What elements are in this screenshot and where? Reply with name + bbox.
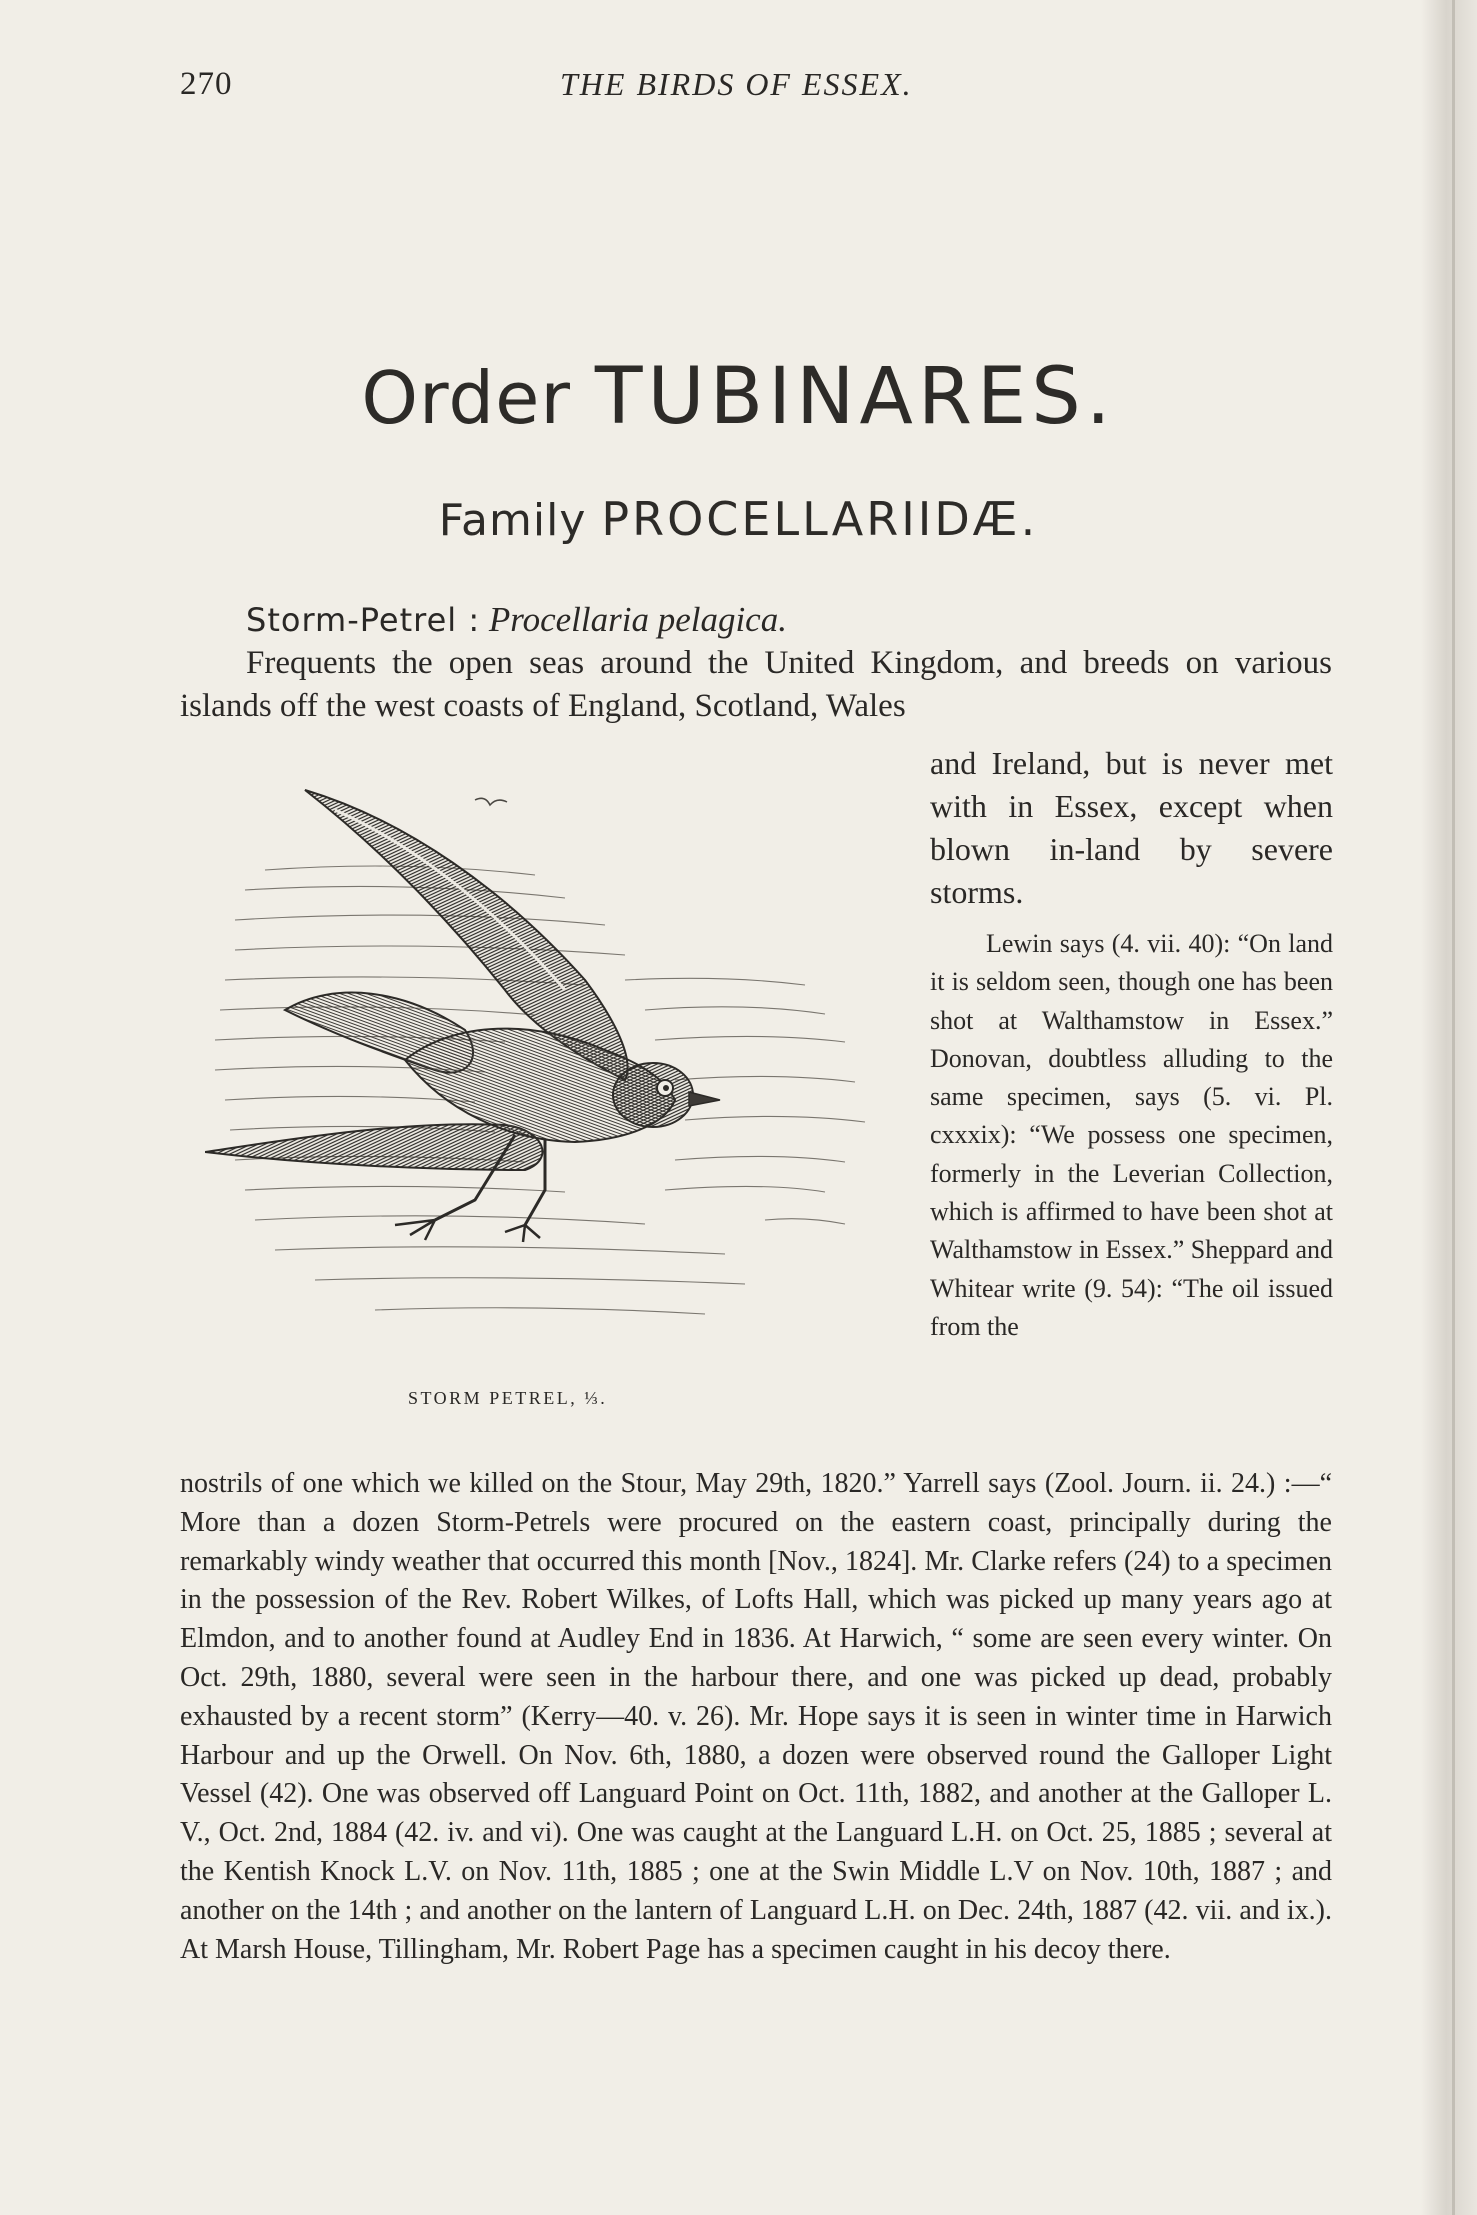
family-word: Family (438, 495, 587, 546)
intro-paragraph: Frequents the open seas around the United Kingdom, and breeds on various islands off the west coasts of England, Scotland, Wales (180, 645, 1332, 724)
storm-petrel-engraving (205, 780, 905, 1340)
order-word: Order (361, 356, 571, 440)
page-number: 270 (180, 66, 233, 102)
page-edge (1452, 0, 1455, 2215)
family-heading (0, 492, 1477, 546)
side-column-text (930, 925, 1333, 1346)
page-gutter-shadow (1421, 0, 1477, 2215)
side-column-paragraph: Lewin says (4. vii. 40): “On land it is seldom seen, though one has been shot at Walthamstow in Essex.” Donovan, doubtless alluding to the same specimen, says (5. vi. Pl. cxxxix): “We possess one specimen, formerly in the Leverian Collection, which is affirmed to have been shot at Walthamstow in Essex.” Sheppard and Whitear write (9. 54): “The oil issued from the (930, 929, 1333, 1341)
species-common-name: Storm-Petrel : (246, 601, 481, 639)
storm-petrel-illustration (205, 780, 905, 1340)
bottom-paragraph: nostrils of one which we killed on the Stour, May 29th, 1820.” Yarrell says (Zool. Journ. ii. 24.) :—“ More than a dozen Storm-Petrels were procured on the eastern coast, principally during the remarkably windy weather that occurred this month [Nov., 1824]. Mr. Clarke refers (24) to a specimen in the possession of the Rev. Robert Wilkes, of Lofts Hall, which was picked up many years ago at Elmdon, and to another found at Audley End in 1836. At Harwich, “ some are seen every winter. On Oct. 29th, 1880, several were seen in the harbour there, and one was picked up dead, probably exhausted by a recent storm” (Kerry—40. v. 26). Mr. Hope says it is seen in winter time in Harwich Harbour and up the Orwell. On Nov. 6th, 1880, a dozen were observed round the Galloper Light Vessel (42). One was observed off Languard Point on Oct. 11th, 1882, and another at the Galloper L. V., Oct. 2nd, 1884 (42. iv. and vi). One was caught at the Languard L.H. on Oct. 25, 1885 ; several at the Kentish Knock L.V. on Nov. 11th, 1885 ; one at the Swin Middle L.V on Nov. 10th, 1887 ; and another on the 14th ; and another on the lantern of Languard L.H. on Dec. 24th, 1887 (42. vii. and ix.). At Marsh House, Tillingham, Mr. Robert Page has a specimen caught in his decoy there. (180, 1468, 1332, 1965)
order-name: TUBINARES. (594, 352, 1116, 442)
figure-caption: STORM PETREL, ⅓. (408, 1388, 608, 1408)
running-title: THE BIRDS OF ESSEX. (560, 66, 913, 102)
order-heading (0, 352, 1477, 442)
species-latin-name: Procellaria pelagica. (488, 600, 787, 639)
running-head (180, 66, 1340, 116)
intro-continuation: and Ireland, but is never met with in Essex, except when blown in-land by severe storms. (930, 745, 1333, 910)
species-heading (246, 600, 787, 640)
family-name: PROCELLARIIDÆ. (601, 492, 1039, 546)
